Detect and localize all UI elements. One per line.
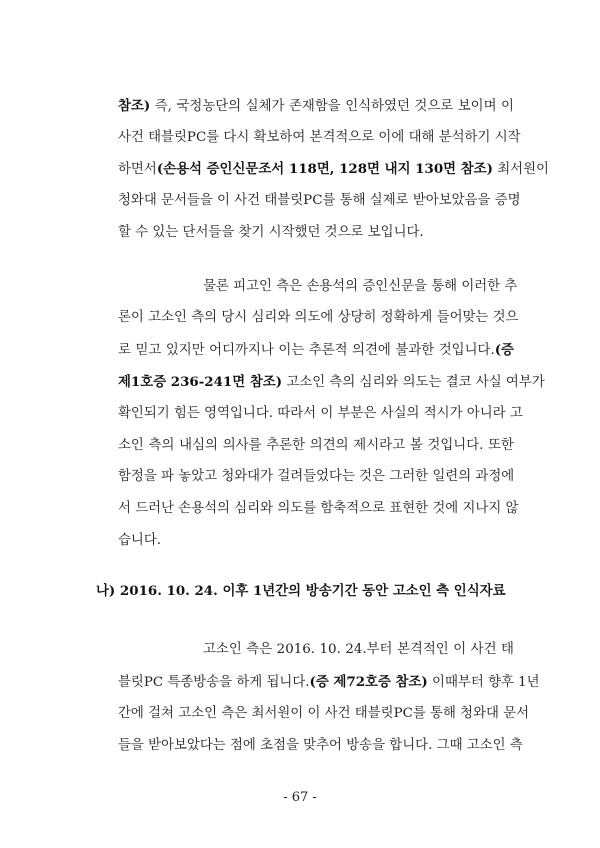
p1-line-4 [118, 186, 521, 216]
p2-line-5 [118, 399, 523, 429]
page-number: - 67 - [283, 790, 317, 805]
p2-line-7 [118, 462, 514, 492]
text-run: 들을 받아보았다는 점에 초점을 맞추어 방송을 합니다. 그때 고소인 측 [118, 738, 523, 753]
text-run: 이때부터 향후 1년 [427, 675, 540, 690]
text-run: 고소인 측은 2016. 10. 24.부터 본격적인 이 사건 태 [203, 642, 514, 657]
text-run: 간에 걸쳐 고소인 측은 최서원이 이 사건 태블릿PC를 통해 청와대 문서 [118, 706, 530, 721]
text-run: 서 드러난 손용석의 심리와 의도를 함축적으로 표현한 것에 지나지 않 [118, 501, 519, 516]
bold-citation: (증 [494, 342, 514, 358]
p1-line-2 [118, 123, 521, 153]
text-run: 블릿PC 특종방송을 하게 됩니다. [118, 675, 310, 690]
p2-line-9 [118, 526, 514, 556]
text-run: 하면서 [118, 162, 157, 177]
bold-citation: (증 제72호증 참조) [309, 674, 428, 690]
text-run: 확인되기 힘든 영역입니다. 따라서 이 부분은 사실의 적시가 아니라 고 [118, 406, 523, 421]
p2-line-2 [118, 303, 519, 333]
section-heading: 나) 2016. 10. 24. 이후 1년간의 방송기간 동안 고소인 측 인식자료 [96, 583, 506, 599]
p1-line-1 [118, 91, 514, 121]
text-run: 함정을 파 놓았고 청와대가 걸려들었다는 것은 그러한 일련의 과정에 [118, 469, 515, 484]
text-run: 즉, 국정농단의 실체가 존재함을 인식하였던 것으로 보이며 이 [150, 99, 514, 114]
text-run: 소인 측의 내심의 의사를 추론한 의견의 제시라고 볼 것입니다. 또한 [118, 438, 514, 453]
p2-line-8 [118, 494, 519, 524]
p1-line-5 [118, 218, 514, 248]
p2-line-4 [118, 367, 545, 397]
text-run: 할 수 있는 단서들을 찾기 시작했던 것으로 보입니다. [118, 225, 424, 240]
p3-line-2 [118, 667, 540, 697]
p2-line-3 [118, 335, 514, 365]
text-run: 청와대 문서들을 이 사건 태블릿PC를 통해 실제로 받아보았음을 증명 [118, 193, 521, 208]
text-run: 사건 태블릿PC를 다시 확보하여 본격적으로 이에 대해 분석하기 시작 [118, 130, 521, 145]
text-run: 고소인 측의 심리와 의도는 결코 사실 여부가 [282, 375, 545, 390]
p3-line-4 [118, 731, 523, 761]
p2-line-6 [118, 431, 514, 461]
text-run: 론이 고소인 측의 당시 심리와 의도에 상당히 정확하게 들어맞는 것으 [118, 310, 519, 325]
p1-line-3 [118, 154, 549, 184]
text-run: 물론 피고인 측은 손용석의 증인신문을 통해 이러한 추 [203, 279, 518, 294]
p2-line-1 [203, 272, 518, 302]
p3-line-3 [118, 699, 530, 729]
text-run: 로 믿고 있지만 어디까지나 이는 추론적 의견에 불과한 것입니다. [118, 343, 495, 358]
bold-citation: 제1호증 236-241면 참조) [118, 374, 283, 390]
bold-citation: (손용석 증인신문조서 118면, 128면 내지 130면 참조) [156, 161, 493, 177]
text-run: 습니다. [118, 533, 162, 548]
text-run: 최서원이 [492, 162, 549, 177]
bold-citation: 참조) [118, 98, 151, 114]
p3-line-1 [203, 635, 514, 665]
